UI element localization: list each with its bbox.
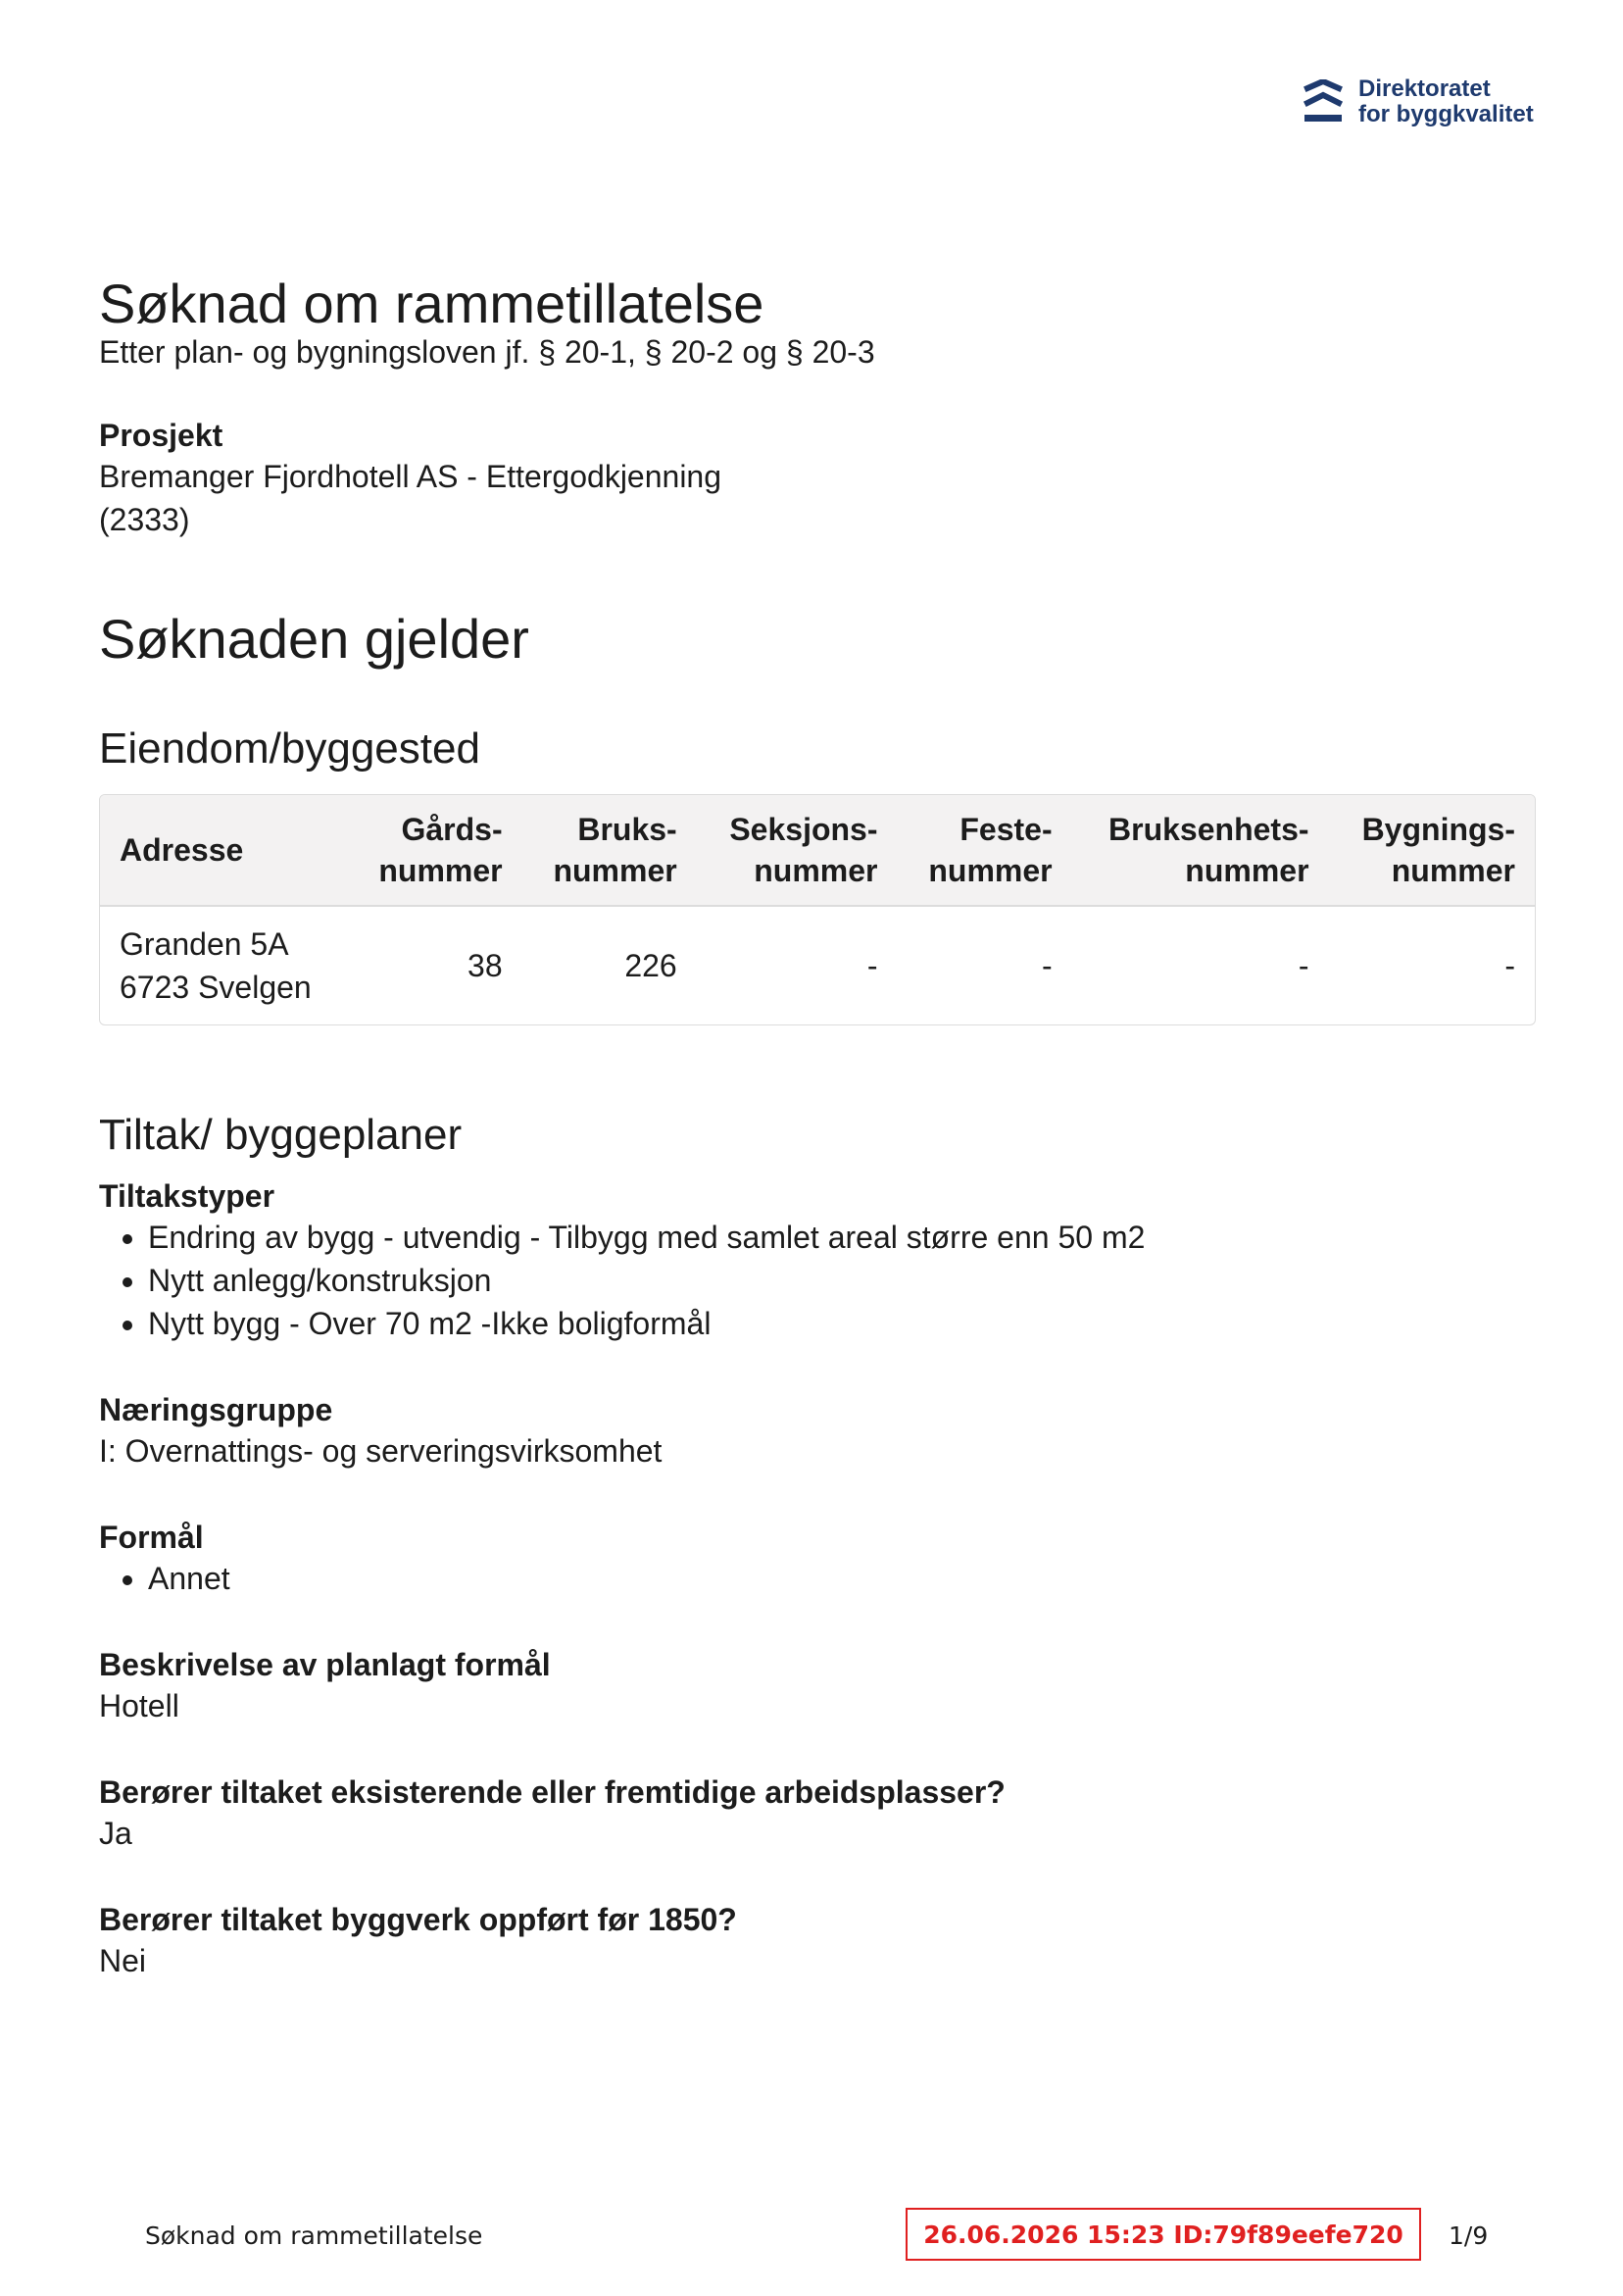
timestamp-stamp: 26.06.2026 15:23 ID:79f89eefe720: [906, 2208, 1421, 2261]
beskrivelse-label: Beskrivelse av planlagt formål: [99, 1647, 551, 1682]
naeringsgruppe-field: [99, 1390, 1536, 1472]
project-name: Bremanger Fjordhotell AS - Ettergodkjenning: [99, 459, 722, 494]
page-footer: [0, 2206, 1623, 2265]
cell-bruksenhetsnummer: -: [1298, 948, 1309, 983]
col-seksjonsnummer: Seksjons- nummer: [697, 795, 898, 907]
cell-bygningsnummer: -: [1504, 948, 1515, 983]
page-title: Søknad om rammetillatelse: [99, 273, 764, 334]
naeringsgruppe-label: Næringsgruppe: [99, 1392, 333, 1427]
logo: [1303, 76, 1534, 127]
footer-doc-title: Søknad om rammetillatelse: [145, 2221, 483, 2250]
arbeidsplasser-field: [99, 1772, 1536, 1855]
project-field: [99, 416, 1536, 541]
document-content: [99, 275, 1536, 1982]
project-label: Prosjekt: [99, 418, 223, 453]
cell-gardsnummer: 38: [467, 948, 503, 983]
beskrivelse-field: [99, 1645, 1536, 1727]
cell-adresse: Granden 5A 6723 Svelgen: [120, 926, 312, 1005]
tiltakstyper-field: [99, 1176, 1536, 1345]
byggverk1850-label: Berører tiltaket byggverk oppført før 1850?: [99, 1902, 737, 1937]
col-bruksenhetsnummer: Bruksenhets- nummer: [1072, 795, 1329, 907]
arbeidsplasser-value: Ja: [99, 1816, 132, 1851]
logo-line-2: for byggkvalitet: [1358, 101, 1534, 127]
byggverk1850-value: Nei: [99, 1943, 147, 1978]
cell-bruksnummer: 226: [624, 948, 677, 983]
byggverk1850-field: [99, 1900, 1536, 1982]
formal-field: [99, 1518, 1536, 1600]
section-title: Søknaden gjelder: [99, 608, 529, 670]
project-number: (2333): [99, 502, 190, 537]
property-table: [99, 794, 1536, 1025]
list-item: • Endring av bygg - utvendig - Tilbygg med samlet areal større enn 50 m2: [148, 1216, 1536, 1259]
table-header-row: [100, 795, 1535, 907]
list-item: • Nytt bygg - Over 70 m2 -Ikke boligformål: [148, 1302, 1536, 1345]
beskrivelse-value: Hotell: [99, 1688, 179, 1723]
col-bruksnummer: Bruks- nummer: [522, 795, 697, 907]
formal-list: [99, 1557, 1536, 1600]
list-item: • Nytt anlegg/konstruksjon: [148, 1259, 1536, 1302]
naeringsgruppe-value: I: Overnattings- og serveringsvirksomhet: [99, 1433, 663, 1469]
page-subtitle: Etter plan- og bygningsloven jf. § 20-1, § 20-2 og § 20-3: [99, 334, 875, 370]
col-bygningsnummer: Bygnings- nummer: [1329, 795, 1535, 907]
page-number: 1/9: [1449, 2221, 1489, 2250]
property-heading: Eiendom/byggested: [99, 724, 480, 773]
formal-label: Formål: [99, 1520, 204, 1555]
list-item: • Annet: [148, 1557, 1536, 1600]
logo-line-1: Direktoratet: [1358, 75, 1491, 102]
col-gardsnummer: Gårds- nummer: [348, 795, 522, 907]
cell-seksjonsnummer: -: [866, 948, 878, 983]
col-adresse: Adresse: [100, 795, 348, 907]
logo-text: [1358, 76, 1534, 127]
dibk-logo-icon: [1303, 79, 1343, 125]
tiltakstyper-label: Tiltakstyper: [99, 1178, 275, 1214]
table-row: [100, 907, 1535, 1024]
cell-festenummer: -: [1041, 948, 1053, 983]
tiltakstyper-list: [99, 1216, 1536, 1345]
arbeidsplasser-label: Berører tiltaket eksisterende eller fremtidige arbeidsplasser?: [99, 1774, 1006, 1810]
tiltak-heading: Tiltak/ byggeplaner: [99, 1111, 463, 1159]
col-festenummer: Feste- nummer: [898, 795, 1072, 907]
